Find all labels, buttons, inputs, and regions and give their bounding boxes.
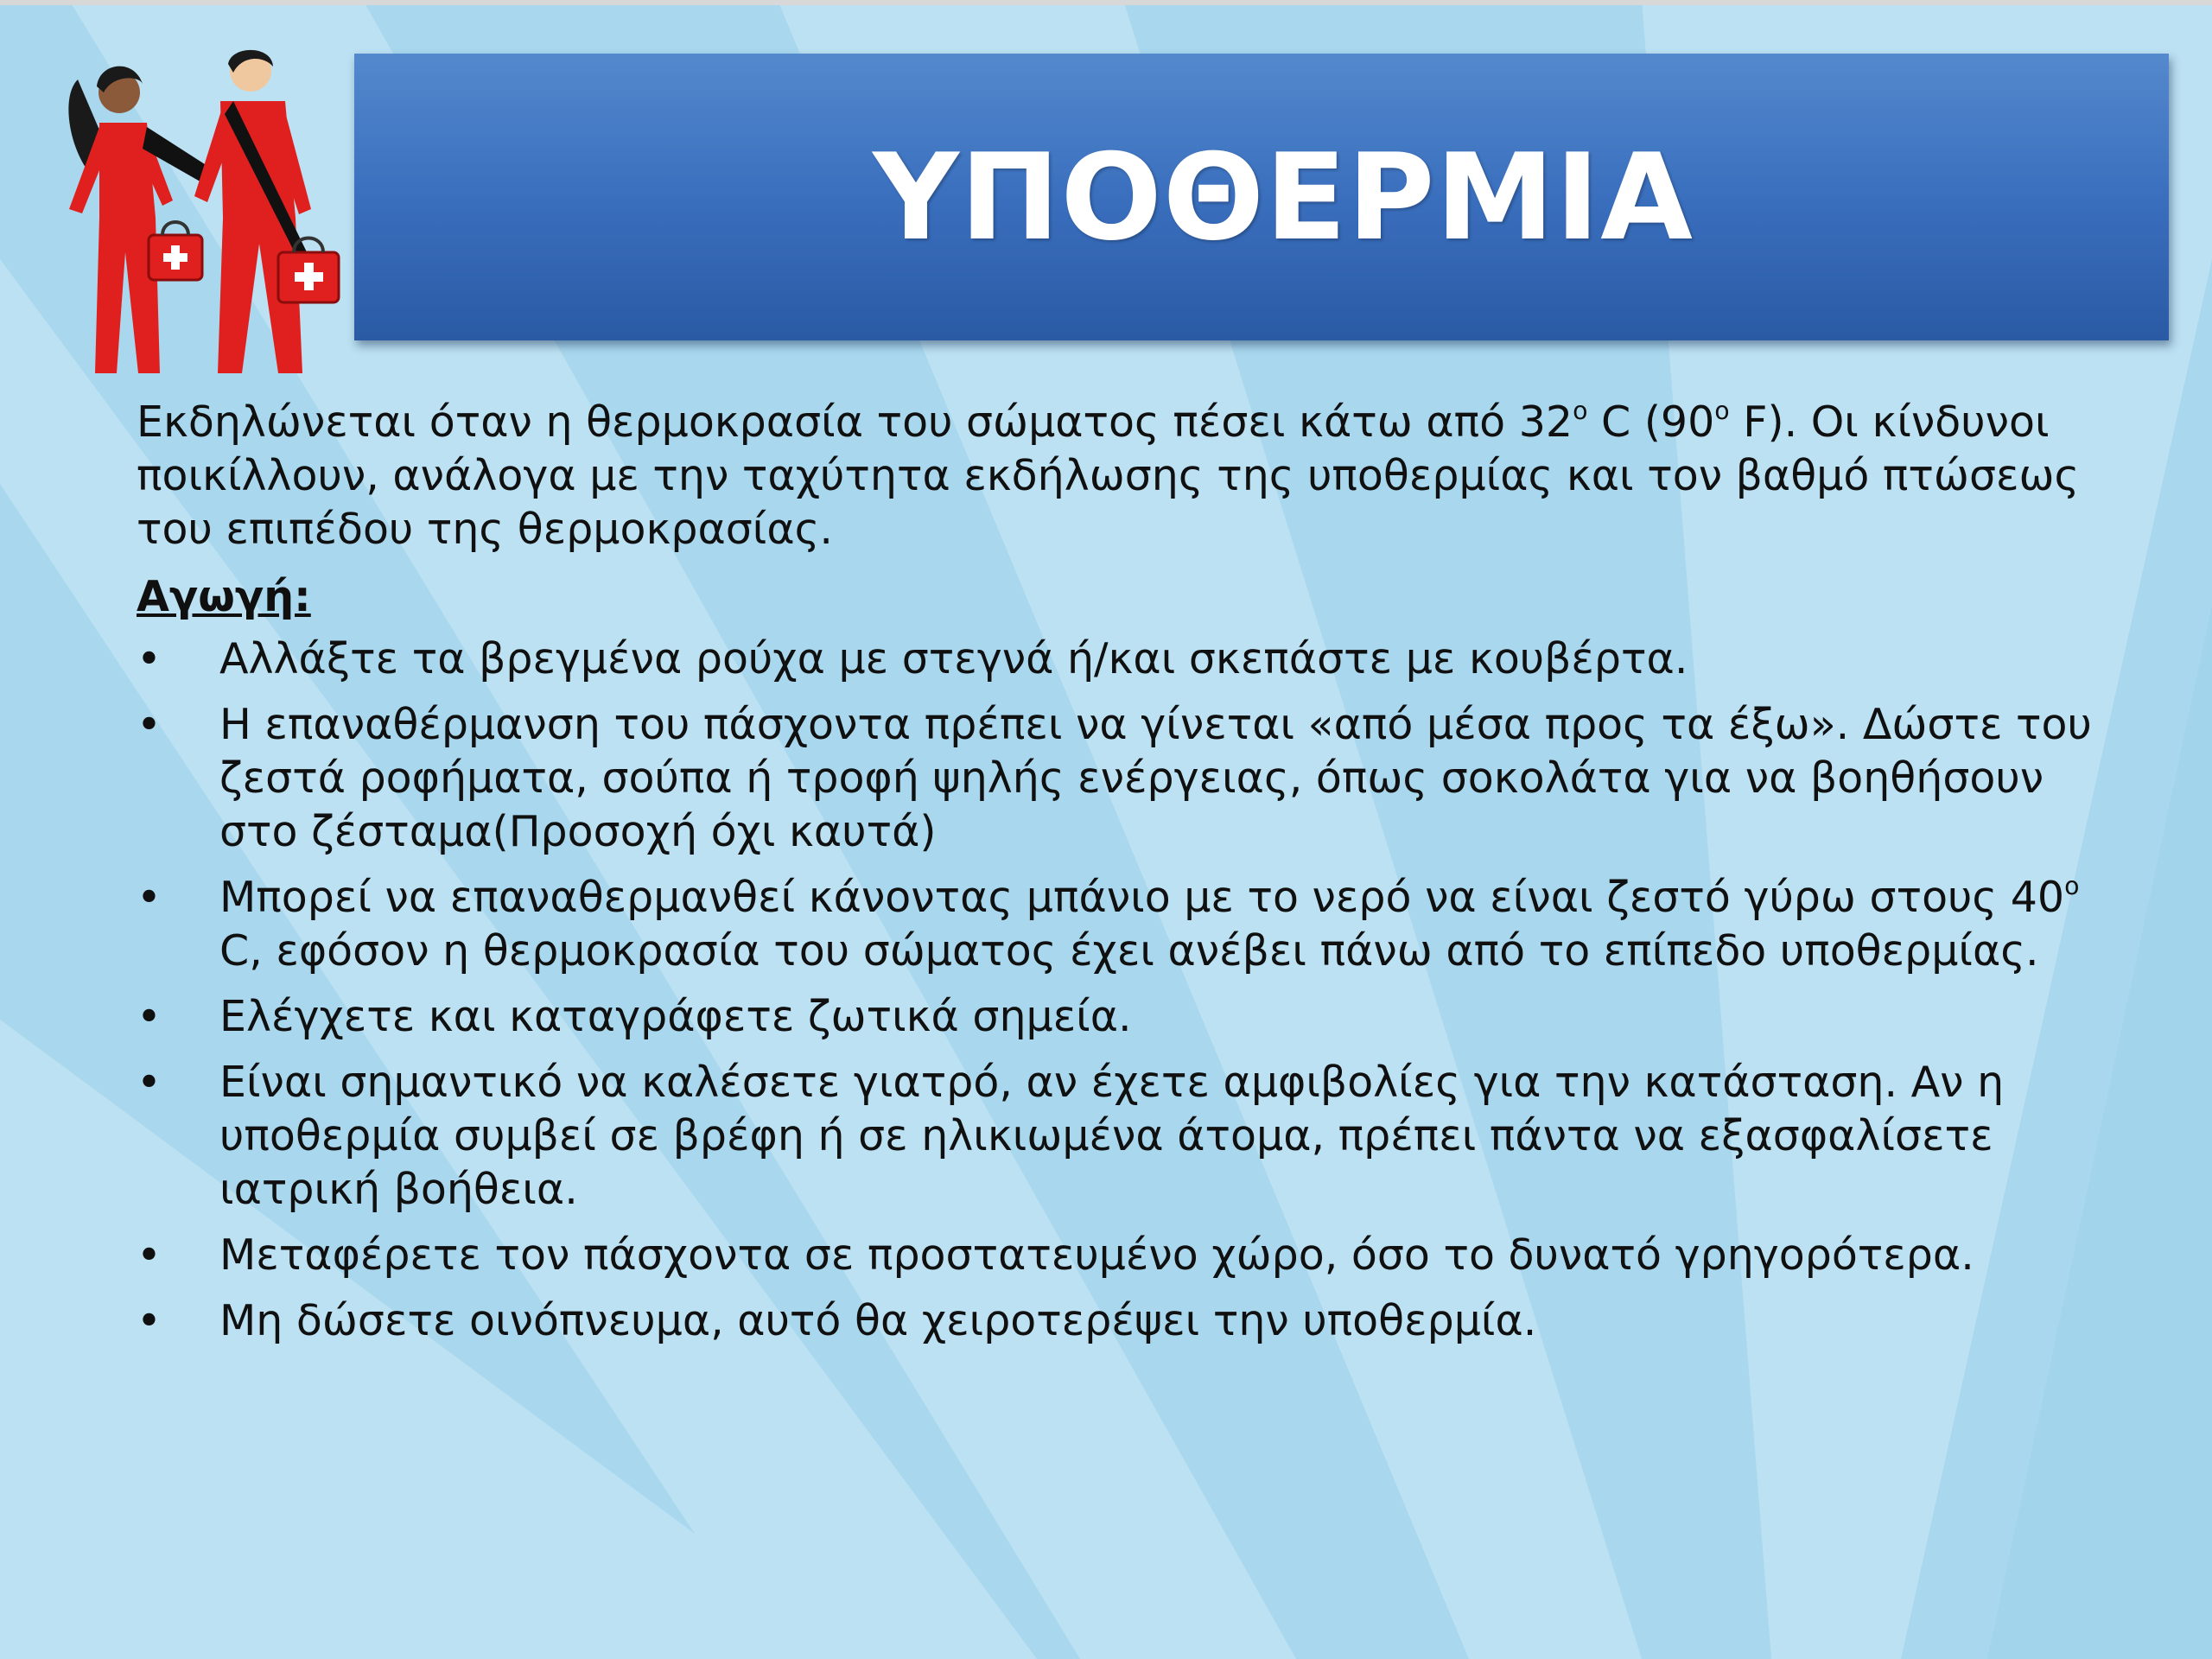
treatment-list — [137, 632, 2115, 1348]
list-item-text: Μη δώσετε οινόπνευμα, αυτό θα χειροτερέψει την υποθερμία. — [219, 1296, 1537, 1345]
slide-title: ΥΠΟΘΕΡΜΙΑ — [873, 127, 1694, 267]
list-item-text: Είναι σημαντικό να καλέσετε γιατρό, αν έχετε αμφιβολίες για την κατάσταση. Αν η υποθερμία συμβεί σε βρέφη ή σε ηλικιωμένα άτομα, πρέπει πάντα να εξασφαλίσετε ιατρική βοήθεια. — [219, 1058, 2005, 1214]
list-item — [137, 1056, 2115, 1217]
degree-superscript: ο — [1573, 396, 1588, 425]
bullet-icon: • — [137, 1058, 162, 1107]
list-item — [137, 1294, 2115, 1348]
list-item-text-part: C, εφόσον η θερμοκρασία του σώματος έχει ανέβει πάνω από το επίπεδο υποθερμίας. — [219, 926, 2039, 976]
degree-superscript: ο — [1714, 396, 1730, 425]
list-item-text: Ελέγχετε και καταγράφετε ζωτικά σημεία. — [219, 992, 1132, 1041]
list-item — [137, 632, 2115, 686]
slide-body — [137, 396, 2115, 1360]
bullet-icon: • — [137, 1296, 162, 1345]
intro-text-1: Εκδηλώνεται όταν η θερμοκρασία του σώματος πέσει κάτω από 32 — [137, 397, 1573, 447]
intro-text-2: C (90 — [1587, 397, 1715, 447]
bullet-icon: • — [137, 700, 162, 749]
intro-paragraph — [137, 396, 2115, 556]
list-item-text: Η επαναθέρμανση του πάσχοντα πρέπει να γίνεται «από μέσα προς τα έξω». Δώστε του ζεστά ροφήματα, σούπα ή τροφή ψηλής ενέργειας, όπως σοκολάτα για να βοηθήσουν στο ζέσταμα(Προσοχή όχι καυτά) — [219, 700, 2092, 856]
bullet-icon: • — [137, 634, 162, 683]
treatment-heading: Αγωγή: — [137, 572, 311, 621]
first-aid-mascots-illustration — [52, 45, 346, 382]
list-item — [137, 698, 2115, 859]
list-item-text-part: Μπορεί να επαναθερμανθεί κάνοντας μπάνιο με το νερό να είναι ζεστό γύρω στους 40 — [219, 873, 2065, 922]
intro-text-3: F). Οι κίνδυνοι ποικίλλουν, ανάλογα με την ταχύτητα εκδήλωσης της υποθερμίας και τον βαθμό πτώσεως του επιπέδου της θερμοκρασίας. — [137, 397, 2080, 554]
bullet-icon: • — [137, 873, 162, 922]
list-item-text: Μεταφέρετε τον πάσχοντα σε προστατευμένο χώρο, όσο το δυνατό γρηγορότερα. — [219, 1230, 1974, 1280]
bullet-icon: • — [137, 1230, 162, 1280]
title-bar — [354, 54, 2169, 340]
list-item-text — [219, 873, 2079, 976]
list-item-text: Αλλάξτε τα βρεγμένα ρούχα με στεγνά ή/και σκεπάστε με κουβέρτα. — [219, 634, 1688, 683]
degree-superscript: ο — [2064, 871, 2080, 900]
bullet-icon: • — [137, 992, 162, 1041]
list-item — [137, 990, 2115, 1044]
female-mascot-icon — [68, 67, 207, 373]
list-item — [137, 1229, 2115, 1282]
list-item — [137, 871, 2115, 978]
male-mascot-icon — [194, 50, 339, 373]
